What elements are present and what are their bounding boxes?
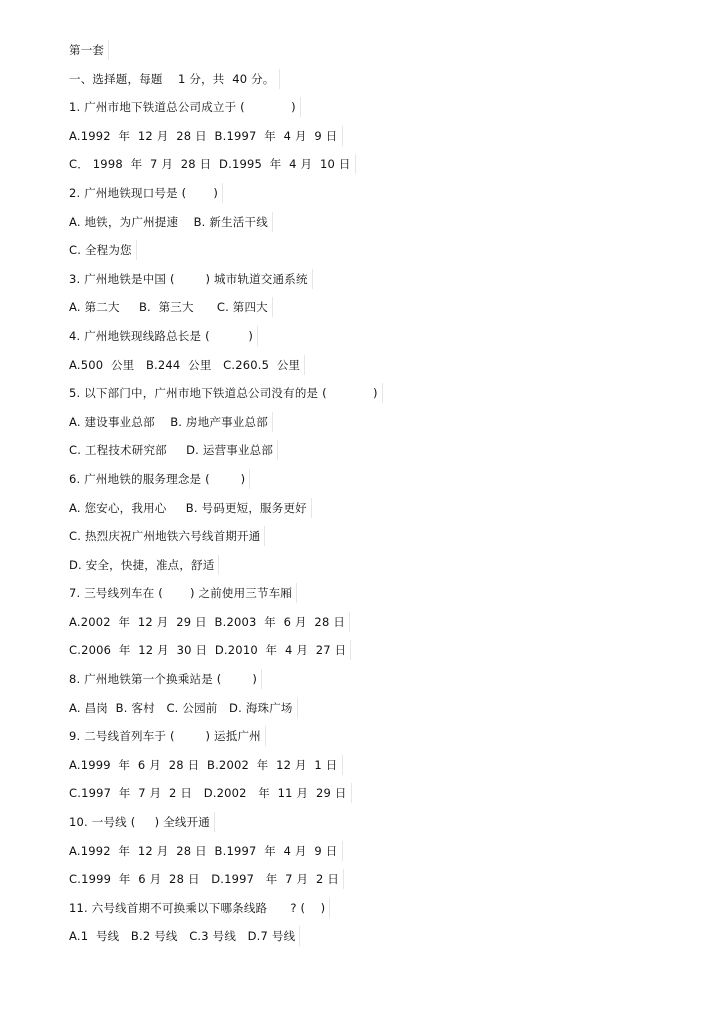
option-text: A.1999 年 6 月 28 日 B.2002 年 12 月 1 日 — [69, 755, 343, 775]
question-7-options-ab — [69, 612, 689, 641]
question-2-option-c — [69, 240, 689, 269]
question-text: 11. 六号线首期不可换乘以下哪条线路 ? ( ) — [69, 898, 330, 918]
text-line: 一、选择题，每题 1 分，共 40 分。 — [69, 69, 280, 89]
question-3-options — [69, 297, 689, 326]
question-8-options — [69, 698, 689, 727]
question-5-options-ab — [69, 412, 689, 441]
question-5-options-cd — [69, 440, 689, 469]
question-6-option-d — [69, 555, 689, 584]
question-10-options-ab — [69, 841, 689, 870]
option-text: A. 您安心，我用心 B. 号码更短，服务更好 — [69, 498, 312, 518]
question-3 — [69, 269, 689, 298]
question-10-options-cd — [69, 869, 689, 898]
question-11-options — [69, 926, 689, 955]
option-text: A. 第二大 B. 第三大 C. 第四大 — [69, 297, 273, 317]
question-6-option-c — [69, 526, 689, 555]
option-text: C. 工程技术研究部 D. 运营事业总部 — [69, 440, 278, 460]
question-7 — [69, 583, 689, 612]
question-10 — [69, 812, 689, 841]
question-text: 4. 广州地铁现线路总长是 ( ) — [69, 326, 258, 346]
question-1 — [69, 97, 689, 126]
question-9-options-cd — [69, 783, 689, 812]
question-4 — [69, 326, 689, 355]
option-text: C.1997 年 7 月 2 日 D.2002 年 11 月 29 日 — [69, 783, 352, 803]
option-text: A. 昌岗 B. 客村 C. 公园前 D. 海珠广场 — [69, 698, 298, 718]
question-11 — [69, 898, 689, 927]
document-page — [69, 40, 689, 955]
section-heading — [69, 69, 689, 98]
question-text: 9. 二号线首列车于 ( ) 运抵广州 — [69, 726, 266, 746]
question-6 — [69, 469, 689, 498]
option-text: C. 全程为您 — [69, 240, 137, 260]
question-7-options-cd — [69, 640, 689, 669]
question-9 — [69, 726, 689, 755]
option-text: C. 热烈庆祝广州地铁六号线首期开通 — [69, 526, 265, 546]
question-text: 2. 广州地铁现口号是 ( ) — [69, 183, 223, 203]
question-5 — [69, 383, 689, 412]
option-text: A. 建设事业总部 B. 房地产事业总部 — [69, 412, 273, 432]
question-2 — [69, 183, 689, 212]
option-text: C． 1998 年 7 月 28 日 D.1995 年 4 月 10 日 — [69, 154, 356, 174]
question-text: 1. 广州市地下铁道总公司成立于 ( ) — [69, 97, 301, 117]
option-text: A. 地铁，为广州提速 B. 新生活干线 — [69, 212, 273, 232]
question-text: 5. 以下部门中，广州市地下铁道总公司没有的是 ( ) — [69, 383, 383, 403]
question-text: 3. 广州地铁是中国 ( ) 城市轨道交通系统 — [69, 269, 313, 289]
question-text: 10. 一号线 ( ) 全线开通 — [69, 812, 215, 832]
option-text: A.1 号线 B.2 号线 C.3 号线 D.7 号线 — [69, 926, 300, 946]
question-4-options — [69, 355, 689, 384]
question-1-options-cd — [69, 154, 689, 183]
option-text: A.500 公里 B.244 公里 C.260.5 公里 — [69, 355, 305, 375]
question-text: 8. 广州地铁第一个换乘站是 ( ) — [69, 669, 262, 689]
question-text: 7. 三号线列车在 ( ) 之前使用三节车厢 — [69, 583, 297, 603]
section-title — [69, 40, 689, 69]
option-text: C.1999 年 6 月 28 日 D.1997 年 7 月 2 日 — [69, 869, 344, 889]
option-text: A.1992 年 12 月 28 日 B.1997 年 4 月 9 日 — [69, 126, 343, 146]
option-text: D. 安全，快捷，准点，舒适 — [69, 555, 219, 575]
question-8 — [69, 669, 689, 698]
question-9-options-ab — [69, 755, 689, 784]
question-1-options-ab — [69, 126, 689, 155]
question-text: 6. 广州地铁的服务理念是 ( ) — [69, 469, 250, 489]
option-text: A.1992 年 12 月 28 日 B.1997 年 4 月 9 日 — [69, 841, 343, 861]
text-line: 第一套 — [69, 40, 109, 60]
question-2-options-ab — [69, 212, 689, 241]
option-text: C.2006 年 12 月 30 日 D.2010 年 4 月 27 日 — [69, 640, 351, 660]
question-6-options-ab — [69, 498, 689, 527]
option-text: A.2002 年 12 月 29 日 B.2003 年 6 月 28 日 — [69, 612, 350, 632]
